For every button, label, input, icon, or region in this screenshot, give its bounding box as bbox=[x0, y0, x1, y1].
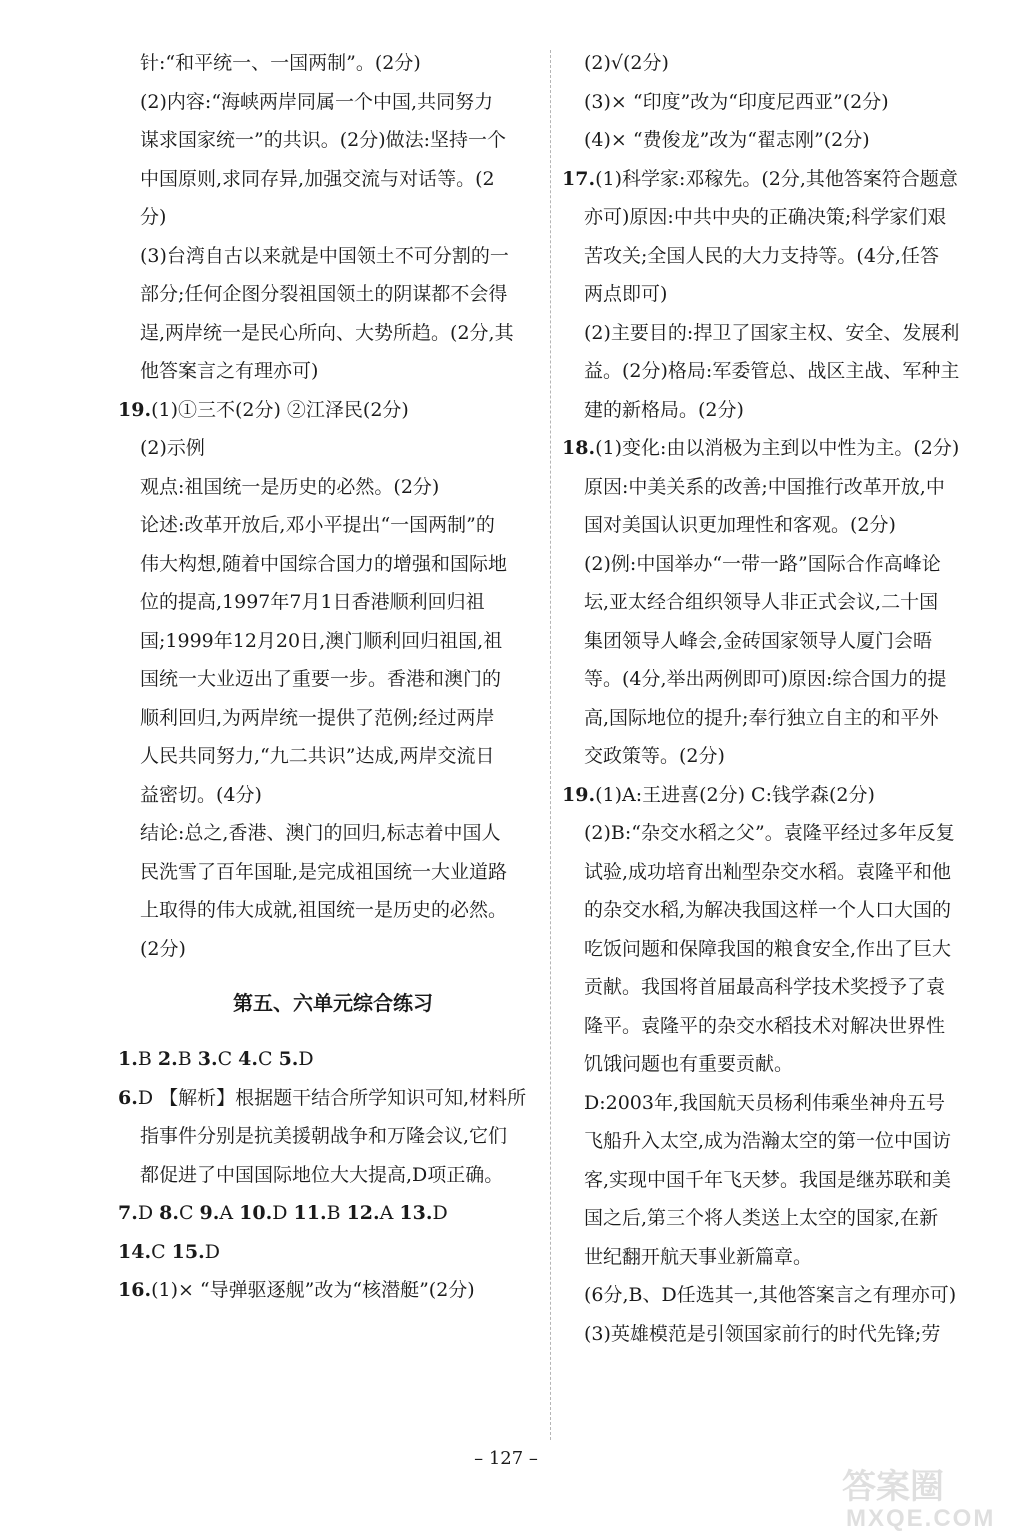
question-number: 7. bbox=[118, 1202, 138, 1224]
svg-text:MXQE.COM: MXQE.COM bbox=[846, 1505, 996, 1532]
question-number: 6. bbox=[118, 1086, 138, 1109]
answer-text: 论述:改革开放后,邓小平提出“一国两制”的 bbox=[140, 514, 495, 536]
answer-text: (3)台湾自古以来就是中国领土不可分割的一 bbox=[140, 244, 509, 267]
answer-text: 贡献。我国将首届最高科学技术奖授予了袁 bbox=[584, 976, 946, 998]
right-line bbox=[562, 1199, 990, 1238]
question-number: 14. bbox=[118, 1240, 152, 1263]
left-column bbox=[118, 44, 548, 1310]
left-line bbox=[118, 699, 548, 738]
watermark-logo bbox=[838, 1462, 998, 1532]
left-line bbox=[118, 622, 548, 661]
answer-text: (2分) bbox=[140, 937, 186, 960]
right-line bbox=[562, 737, 990, 776]
right-line bbox=[562, 699, 990, 738]
right-line bbox=[562, 352, 990, 391]
left-line bbox=[118, 660, 548, 699]
question-number: 4. bbox=[238, 1048, 258, 1070]
left-line bbox=[118, 506, 548, 545]
left-line bbox=[118, 198, 548, 237]
right-line bbox=[562, 891, 990, 930]
right-column bbox=[562, 44, 990, 1353]
left-line bbox=[118, 275, 548, 314]
question-number: 15. bbox=[171, 1240, 205, 1263]
answer-text: 上取得的伟大成就,祖国统一是历史的必然。 bbox=[140, 899, 508, 921]
answer-text: 中国原则,求同存异,加强交流与对话等。(2 bbox=[140, 167, 495, 190]
left-line bbox=[118, 853, 548, 892]
left-line bbox=[118, 429, 548, 468]
answer-text: 指事件分别是抗美援朝战争和万隆会议,它们 bbox=[140, 1125, 508, 1147]
left-line bbox=[118, 1117, 548, 1156]
right-line bbox=[562, 1161, 990, 1200]
answer-text: C bbox=[217, 1048, 239, 1070]
answer-text: D bbox=[272, 1202, 294, 1224]
left-line bbox=[118, 468, 548, 507]
left-line bbox=[118, 545, 548, 584]
right-line bbox=[562, 968, 990, 1007]
answer-text: D bbox=[298, 1048, 314, 1070]
right-line bbox=[562, 83, 990, 122]
page-number: – 127 – bbox=[474, 1448, 538, 1469]
right-line bbox=[562, 814, 990, 853]
answer-text: C bbox=[178, 1202, 200, 1224]
left-line bbox=[118, 391, 548, 430]
question-number: 16. bbox=[118, 1279, 152, 1301]
answer-text: 国统一大业迈出了重要一步。香港和澳门的 bbox=[140, 668, 502, 690]
answer-text: 他答案言之有理亦可) bbox=[140, 360, 319, 382]
answer-text: 建的新格局。(2分) bbox=[584, 398, 744, 421]
answer-text: 的杂交水稻,为解决我国这样一个人口大国的 bbox=[584, 899, 952, 921]
question-number: 9. bbox=[199, 1202, 220, 1224]
right-line bbox=[562, 506, 990, 545]
answer-text: 客,实现中国千年飞天梦。我国是继苏联和美 bbox=[584, 1168, 952, 1191]
answer-text: 原因:中美关系的改善;中国推行改革开放,中 bbox=[584, 475, 945, 498]
answer-text: 分) bbox=[140, 206, 167, 228]
right-line bbox=[562, 391, 990, 430]
left-line bbox=[118, 1271, 548, 1310]
left-line bbox=[118, 1040, 548, 1079]
question-number: 3. bbox=[197, 1048, 218, 1070]
left-line bbox=[118, 237, 548, 276]
left-line bbox=[118, 314, 548, 353]
right-line bbox=[562, 776, 990, 815]
answer-text: 国;1999年12月20日,澳门顺利回归祖国,祖 bbox=[140, 629, 503, 652]
right-line bbox=[562, 1045, 990, 1084]
column-divider bbox=[550, 50, 551, 1440]
right-line bbox=[562, 468, 990, 507]
right-line bbox=[562, 1084, 990, 1123]
right-line bbox=[562, 660, 990, 699]
answer-text: 高,国际地位的提升;奉行独立自主的和平外 bbox=[584, 706, 939, 729]
answer-text: 顺利回归,为两岸统一提供了范例;经过两岸 bbox=[140, 706, 495, 729]
right-line bbox=[562, 314, 990, 353]
answer-text: 伟大构想,随着中国综合国力的增强和国际地 bbox=[140, 552, 508, 575]
left-line bbox=[118, 776, 548, 815]
answer-text: 吃饭问题和保障我国的粮食安全,作出了巨大 bbox=[584, 937, 952, 960]
right-line bbox=[562, 121, 990, 160]
answer-text: (2)B:“杂交水稻之父”。袁隆平经过多年反复 bbox=[584, 822, 955, 844]
answer-text: (2)内容:“海峡两岸同属一个中国,共同努力 bbox=[140, 90, 494, 113]
section-heading: 第五、六单元综合练习 bbox=[233, 991, 433, 1015]
answer-text: 国之后,第三个将人类送上太空的国家,在新 bbox=[584, 1207, 939, 1229]
answer-text: B bbox=[326, 1202, 347, 1224]
left-line bbox=[118, 1156, 548, 1195]
answer-text: (2)示例 bbox=[140, 437, 205, 459]
answer-text: 都促进了中国国际地位大大提高,D项正确。 bbox=[140, 1163, 504, 1186]
answer-text: (2)主要目的:捍卫了国家主权、安全、发展利 bbox=[584, 321, 960, 344]
left-line bbox=[118, 583, 548, 622]
answer-text: 集团领导人峰会,金砖国家领导人厦门会晤 bbox=[584, 629, 933, 652]
left-line bbox=[118, 352, 548, 391]
right-line bbox=[562, 853, 990, 892]
right-line bbox=[562, 545, 990, 584]
answer-text: (3)× “印度”改为“印度尼西亚”(2分) bbox=[584, 90, 889, 113]
question-number: 18. bbox=[562, 437, 596, 459]
answer-text: 饥饿问题也有重要贡献。 bbox=[584, 1053, 794, 1075]
answer-text: 位的提高,1997年7月1日香港顺利回归祖 bbox=[140, 591, 485, 613]
answer-text: D bbox=[432, 1202, 448, 1224]
answer-text: (1)变化:由以消极为主到以中性为主。(2分) bbox=[595, 437, 960, 459]
answer-text: 人民共同努力,“九二共识”达成,两岸交流日 bbox=[140, 745, 495, 767]
answer-text: D bbox=[137, 1202, 160, 1224]
answer-text: (1)A:王进喜(2分) C:钱学森(2分) bbox=[595, 783, 875, 806]
answer-text: 益。(2分)格局:军委管总、战区主战、军种主 bbox=[584, 360, 960, 382]
answer-text: (6分,B、D任选其一,其他答案言之有理亦可) bbox=[584, 1284, 957, 1306]
right-line bbox=[562, 622, 990, 661]
left-line bbox=[118, 737, 548, 776]
answer-text: 飞船升入太空,成为浩瀚太空的第一位中国访 bbox=[584, 1130, 952, 1152]
right-line bbox=[562, 1238, 990, 1277]
answer-text: B bbox=[177, 1048, 198, 1070]
question-number: 11. bbox=[293, 1202, 327, 1224]
question-number: 19. bbox=[562, 783, 596, 806]
answer-text: A bbox=[219, 1202, 240, 1224]
left-line bbox=[118, 1079, 548, 1118]
left-line bbox=[118, 1233, 548, 1272]
question-number: 5. bbox=[278, 1048, 299, 1070]
answer-text: 部分;任何企图分裂祖国领土的阴谋都不会得 bbox=[140, 283, 508, 305]
question-number: 2. bbox=[157, 1048, 178, 1070]
left-line bbox=[118, 44, 548, 83]
question-number: 8. bbox=[159, 1202, 179, 1224]
answer-text: A bbox=[379, 1202, 400, 1224]
answer-text: 等。(4分,举出两例即可)原因:综合国力的提 bbox=[584, 668, 947, 690]
answer-text: 坛,亚太经合组织领导人非正式会议,二十国 bbox=[584, 591, 939, 613]
left-line bbox=[118, 891, 548, 930]
question-number: 19. bbox=[118, 398, 152, 421]
answer-text: 观点:祖国统一是历史的必然。(2分) bbox=[140, 475, 440, 498]
answer-text: D bbox=[204, 1240, 220, 1263]
answer-text: (4)× “费俊龙”改为“翟志刚”(2分) bbox=[584, 129, 870, 151]
left-line bbox=[118, 160, 548, 199]
left-line bbox=[118, 1194, 548, 1233]
right-line bbox=[562, 1276, 990, 1315]
answer-text: 国对美国认识更加理性和客观。(2分) bbox=[584, 514, 896, 536]
left-line bbox=[118, 121, 548, 160]
right-line bbox=[562, 1122, 990, 1161]
answer-text: B bbox=[137, 1048, 158, 1070]
svg-text:答案圈: 答案圈 bbox=[842, 1468, 944, 1506]
left-line bbox=[118, 930, 548, 969]
right-line bbox=[562, 44, 990, 83]
answer-text: 谋求国家统一”的共识。(2分)做法:坚持一个 bbox=[140, 129, 507, 151]
right-line bbox=[562, 930, 990, 969]
answer-text: 益密切。(4分) bbox=[140, 783, 262, 806]
right-line bbox=[562, 429, 990, 468]
answer-text: (1)× “导弹驱逐舰”改为“核潜艇”(2分) bbox=[151, 1279, 475, 1301]
answer-text: 苦攻关;全国人民的大力支持等。(4分,任答 bbox=[584, 244, 939, 267]
answer-text: 民洗雪了百年国耻,是完成祖国统一大业道路 bbox=[140, 860, 508, 883]
answer-text: 两点即可) bbox=[584, 283, 668, 305]
answer-text: 亦可)原因:中共中央的正确决策;科学家们艰 bbox=[584, 206, 947, 228]
right-line bbox=[562, 275, 990, 314]
answer-text: (1)科学家:邓稼先。(2分,其他答案符合题意 bbox=[595, 167, 958, 190]
question-number: 10. bbox=[239, 1202, 273, 1224]
answer-text: C bbox=[151, 1240, 172, 1263]
answer-text: 世纪翻开航天事业新篇章。 bbox=[584, 1245, 813, 1268]
answer-text: 试验,成功培育出籼型杂交水稻。袁隆平和他 bbox=[584, 860, 952, 883]
right-line bbox=[562, 237, 990, 276]
answer-text: (1)①三不(2分) ②江泽民(2分) bbox=[151, 398, 409, 421]
question-number: 12. bbox=[346, 1202, 380, 1224]
right-line bbox=[562, 1315, 990, 1354]
answer-text: 针:“和平统一、一国两制”。(2分) bbox=[140, 52, 421, 74]
answer-text: 隆平。袁隆平的杂交水稻技术对解决世界性 bbox=[584, 1014, 946, 1037]
answer-text: C bbox=[257, 1048, 279, 1070]
answer-text: 结论:总之,香港、澳门的回归,标志着中国人 bbox=[140, 822, 501, 844]
answer-text: 交政策等。(2分) bbox=[584, 745, 725, 767]
right-line bbox=[562, 198, 990, 237]
left-line bbox=[118, 814, 548, 853]
answer-text: (2)√(2分) bbox=[584, 52, 669, 74]
right-line bbox=[562, 160, 990, 199]
question-number: 1. bbox=[118, 1048, 138, 1070]
question-number: 13. bbox=[399, 1202, 433, 1224]
answer-text: 逞,两岸统一是民心所向、大势所趋。(2分,其 bbox=[140, 321, 514, 344]
answer-text: D 【解析】根据题干结合所学知识可知,材料所 bbox=[137, 1086, 527, 1109]
right-line bbox=[562, 1007, 990, 1046]
answer-text: (2)例:中国举办“一带一路”国际合作高峰论 bbox=[584, 552, 941, 575]
answer-text: D:2003年,我国航天员杨利伟乘坐神舟五号 bbox=[584, 1091, 946, 1114]
left-line bbox=[118, 83, 548, 122]
right-line bbox=[562, 583, 990, 622]
question-number: 17. bbox=[562, 167, 596, 190]
answer-text: (3)英雄模范是引领国家前行的时代先锋;劳 bbox=[584, 1322, 941, 1345]
